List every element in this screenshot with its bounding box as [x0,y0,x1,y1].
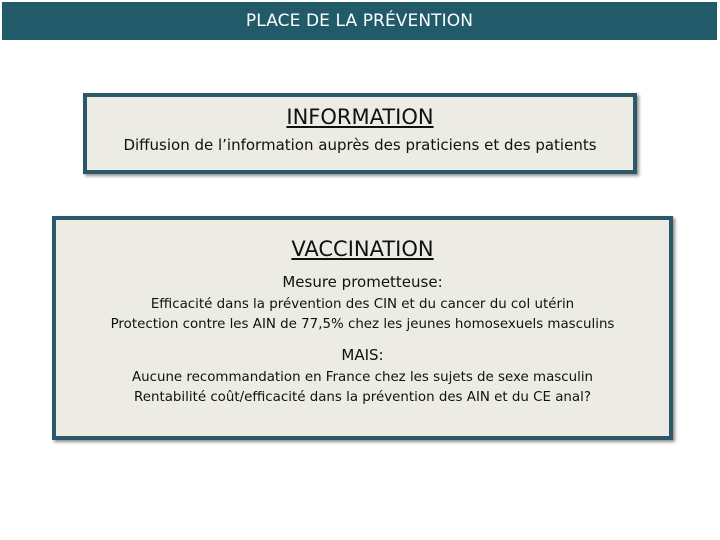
page-title: PLACE DE LA PRÉVENTION [245,11,474,31]
promising-item: Efficacité dans la prévention des CIN et du cancer du col utérin [150,297,575,312]
promising-item: Protection contre les AIN de 77,5% chez les jeunes homosexuels masculins [110,317,615,332]
vaccination-title: VACCINATION [291,237,434,261]
but-list [56,368,669,408]
but-item: Aucune recommandation en France chez les sujets de sexe masculin [131,370,594,385]
promising-heading: Mesure prometteuse: [282,273,443,291]
information-title: INFORMATION [286,105,434,129]
information-text: Diffusion de l’information auprès des praticiens et des patients [123,136,597,154]
vaccination-box [52,216,673,440]
but-heading: MAIS: [341,346,384,364]
but-item: Rentabilité coût/efficacité dans la prévention des AIN et du CE anal? [134,390,591,405]
information-box [83,93,637,174]
header-bar [2,2,717,40]
promising-list [56,295,669,335]
